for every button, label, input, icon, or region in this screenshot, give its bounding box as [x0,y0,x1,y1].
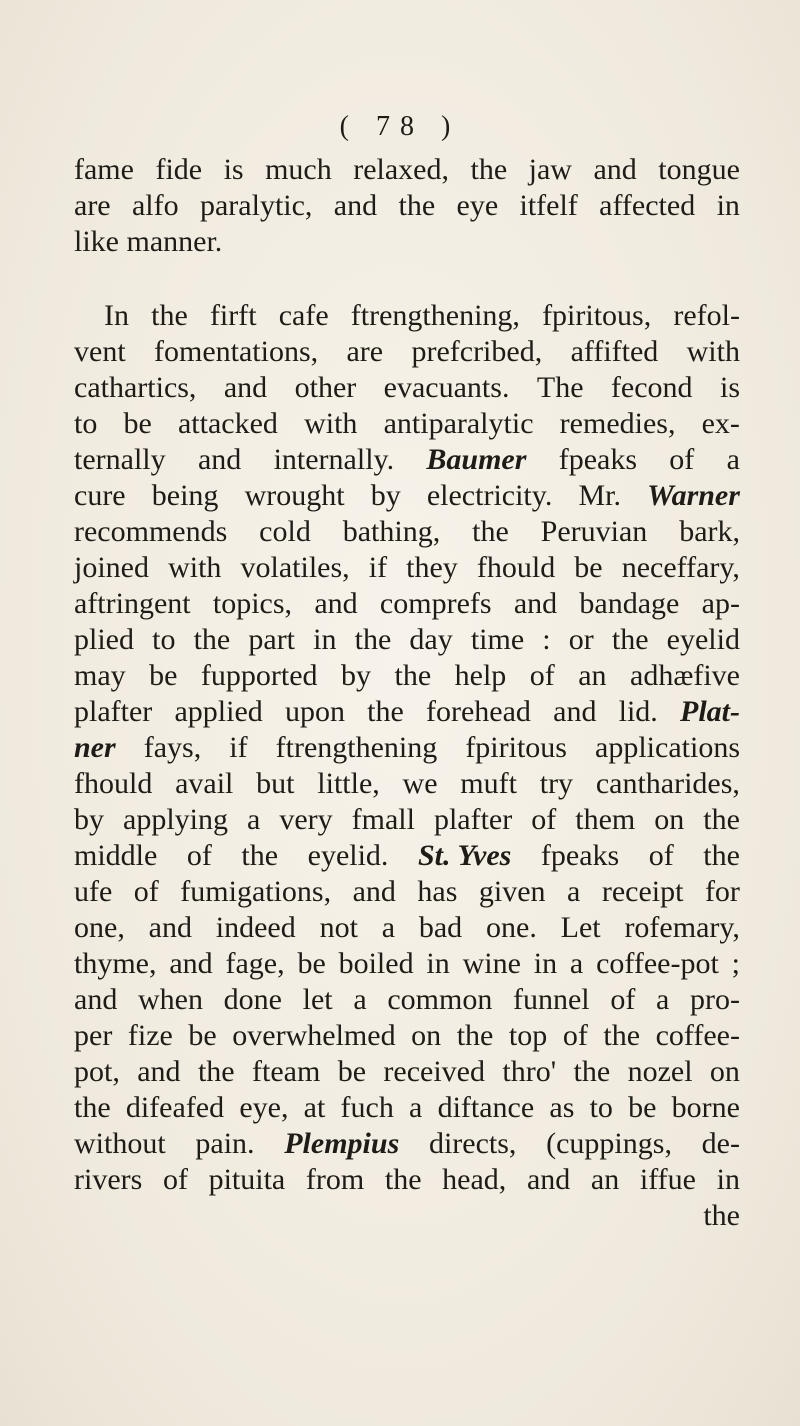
word: rivers [74,1163,143,1196]
word: a [726,443,740,476]
text-line [74,766,740,802]
word: with [168,551,222,584]
word: fpeaks [558,443,637,476]
word: firft [209,299,257,332]
word: top [508,1019,548,1052]
word: and [169,947,213,980]
word: done [223,983,282,1016]
word: volatiles, [240,551,350,584]
word: one. [486,911,537,944]
word: of [133,875,159,908]
word: fmall [351,803,415,836]
word: the [472,515,509,548]
text-line [74,1018,740,1054]
word: affifted [570,335,659,368]
word: in [313,623,337,656]
word: try [539,767,574,800]
word: has [417,875,458,908]
word: to [589,1091,613,1124]
word: an [578,659,607,692]
page-number: ( 78 ) [339,111,461,142]
word: let [302,983,333,1016]
word: an [590,1163,620,1196]
text-line [74,188,740,224]
word: and [333,189,378,222]
word: and [314,587,358,620]
word: the [470,153,508,186]
word: muft [460,767,517,800]
word: with [304,407,358,440]
word: the [241,839,279,872]
word: jaw [528,153,572,186]
word: to [74,407,98,440]
word: and [593,153,637,186]
word: adhæfive [630,659,740,692]
word: pituita [208,1163,286,1196]
word: and [223,371,268,404]
word: fame [74,153,134,186]
word: wine [462,947,521,980]
text-line [74,478,740,514]
word: eye [456,189,499,222]
word: Plempius [284,1127,400,1160]
word: electricity. [426,479,553,512]
word: may [74,659,126,692]
word: funnel [513,983,590,1016]
word: alfo [131,189,179,222]
word: is [719,371,740,404]
text-line [74,1162,740,1198]
word: fpeaks [540,839,620,872]
word: (cuppings, [546,1127,672,1160]
word: of [669,443,695,476]
text-line [74,514,740,550]
word: recommends [74,515,228,548]
word: part [248,623,296,656]
word: ternally [74,443,166,476]
word: in [426,947,450,980]
word: of [531,803,557,836]
word: is [223,153,244,186]
word: the [573,1055,611,1088]
word: plafter [433,803,513,836]
word: in [533,947,558,980]
word: fpiritous [465,731,567,764]
word: and [74,983,118,1016]
text-line [74,982,740,1018]
word: diftance [437,1091,535,1124]
word: like [74,225,119,258]
word: a [247,803,261,836]
word: we [402,767,438,800]
word: of [610,983,636,1016]
word: fays, [143,731,202,764]
word: be [297,947,326,980]
word: other [294,371,357,404]
word: iffue [639,1163,696,1196]
word: one, [74,911,125,944]
word: fhould [74,767,153,800]
word: pro- [689,983,740,1016]
word: head, [442,1163,507,1196]
text-line [74,442,740,478]
word: at [303,1091,326,1124]
word: the [384,1163,422,1196]
word: rofemary, [624,911,740,944]
word: common [387,983,493,1016]
text-line [74,946,740,982]
word: thro' [502,1055,557,1088]
word: much [265,153,332,186]
word: ftrengthening [275,731,438,764]
word: tongue [658,153,740,186]
word: on [411,1019,442,1052]
text-line [74,406,740,442]
word: and [137,1055,181,1088]
word: itfelf [519,189,578,222]
word: fumigations, [180,875,332,908]
text-line [74,1090,740,1126]
word: fuch [340,1091,394,1124]
word: the [354,623,392,656]
text-line [74,658,740,694]
word: being [151,479,219,512]
word: Baumer [426,443,527,476]
word: the [193,623,231,656]
word: by [370,479,401,512]
word: avail [175,767,234,800]
word: joined [74,551,149,584]
word: the [611,623,649,656]
word: lid. [618,695,658,728]
word: and [553,695,597,728]
word: the [197,1055,235,1088]
word: on [709,1055,740,1088]
word: Plat- [680,695,740,728]
word: help [454,659,507,692]
word: time [470,623,525,656]
word: they [406,551,458,584]
word: Warner [647,479,740,512]
text-line [74,838,740,874]
word: ufe [74,875,113,908]
word: the [456,1019,494,1052]
word: plied [74,623,134,656]
text-line [74,910,740,946]
word: the [367,695,404,728]
word: of [562,1019,588,1052]
word: coffee- [655,1019,740,1052]
word: thyme, [74,947,157,980]
word: and [148,911,192,944]
word: ftrengthening, [350,299,520,332]
word: ner [74,731,116,764]
word: bark, [679,515,740,548]
word: overwhelmed [232,1019,396,1052]
word: receipt [601,875,684,908]
word: prefcribed, [411,335,543,368]
text-line [74,622,740,658]
word: nozel [627,1055,693,1088]
word: ; [731,947,740,980]
word: given [478,875,546,908]
word: fteam [252,1055,321,1088]
word: de- [701,1127,740,1160]
word: to [152,623,176,656]
text-line [74,152,740,188]
text-line [74,550,740,586]
word: per [74,1019,113,1052]
paragraph-gap [74,260,740,298]
word: fecond [610,371,693,404]
word: applied [174,695,263,728]
word: for [704,875,740,908]
word: evacuants. [383,371,510,404]
word: by [341,659,372,692]
word: of [529,659,555,692]
word: in [716,1163,740,1196]
word: pain. [195,1127,255,1160]
word: and [526,1163,571,1196]
word: the [394,659,432,692]
word: relaxed, [353,153,449,186]
word: neceffary, [621,551,740,584]
text-line [74,224,740,260]
word: refol- [673,299,740,332]
text-line [74,1054,740,1090]
word: a [655,983,670,1016]
word: a [409,1091,423,1124]
word: plafter [74,695,153,728]
word: cold [259,515,311,548]
word: a [353,983,367,1016]
word: be [123,407,152,440]
word: internally. [273,443,395,476]
word: fide [155,153,203,186]
word: ap- [701,587,740,620]
word: received [383,1055,485,1088]
text-line [74,370,740,406]
word: applications [595,731,740,764]
word: of [162,1163,188,1196]
text-line [74,334,740,370]
word: comprefs [379,587,492,620]
word: ex- [701,407,740,440]
word: with [686,335,740,368]
word: fomentations, [154,335,319,368]
word: if [368,551,388,584]
text-line [74,586,740,622]
word: upon [284,695,345,728]
word: borne [671,1091,740,1124]
word: the [151,299,188,332]
text-line [74,694,740,730]
word: applying [123,803,228,836]
word: forehead [426,695,531,728]
word: little, [317,767,380,800]
word: of [186,839,212,872]
word: aftringent [74,587,191,620]
word: antiparalytic [383,407,534,440]
word: fhould [476,551,556,584]
word: topics, [212,587,293,620]
text-line [74,802,740,838]
word: eyelid. [307,839,389,872]
word: without [74,1127,166,1160]
word: are [74,189,111,222]
text-line [74,730,740,766]
word: the [398,189,436,222]
word: cathartics, [74,371,197,404]
word: Let [560,911,601,944]
word: paralytic, [199,189,313,222]
text-line [74,874,740,910]
word: very [279,803,333,836]
word: The [536,371,584,404]
word: coffee-pot [596,947,719,980]
word: be [149,659,178,692]
word: on [654,803,685,836]
word: wrought [244,479,345,512]
word: middle [74,839,158,872]
word: affected [599,189,696,222]
word: eyelid [666,623,740,656]
word: as [549,1091,575,1124]
text-line [74,1126,740,1162]
word: by [74,803,104,836]
word: be [574,551,603,584]
word: difeafed [125,1091,225,1124]
word: the [703,1199,740,1232]
word: them [575,803,636,836]
word: Peruvian [540,515,648,548]
body-text [74,152,740,1234]
word: and [197,443,242,476]
word: St. Yves [417,839,512,872]
word: Mr. [578,479,621,512]
word: eye, [239,1091,289,1124]
word: vent [74,335,126,368]
word: manner. [126,225,223,258]
word: cafe [278,299,329,332]
word: fupported [200,659,318,692]
word: not [319,911,358,944]
word: of [648,839,674,872]
word: In [104,299,129,332]
word: a [569,947,584,980]
word: a [381,911,396,944]
word: fage, [225,947,285,980]
word: when [138,983,203,1016]
word: the [603,1019,641,1052]
word: the [703,839,740,872]
word: and [352,875,396,908]
word: indeed [215,911,296,944]
word: : [542,623,551,656]
word: the [703,803,740,836]
word: attacked [177,407,278,440]
word: the [74,1091,111,1124]
word: bandage [579,587,680,620]
word: are [346,335,384,368]
text-line [74,1198,740,1234]
text-line [74,298,740,334]
word: a [567,875,581,908]
word: be [188,1019,217,1052]
word: if [229,731,248,764]
word: or [568,623,594,656]
word: day [409,623,453,656]
word: be [337,1055,367,1088]
word: bathing, [342,515,441,548]
word: cantharides, [595,767,740,800]
word: but [256,767,295,800]
word: directs, [428,1127,517,1160]
word: fize [127,1019,173,1052]
word: pot, [74,1055,120,1088]
word: fpiritous, [542,299,652,332]
word: in [716,189,740,222]
word: from [305,1163,365,1196]
word: remedies, [559,407,676,440]
word: boiled [338,947,414,980]
word: be [628,1091,657,1124]
word: bad [418,911,463,944]
word: cure [74,479,126,512]
word: and [513,587,558,620]
